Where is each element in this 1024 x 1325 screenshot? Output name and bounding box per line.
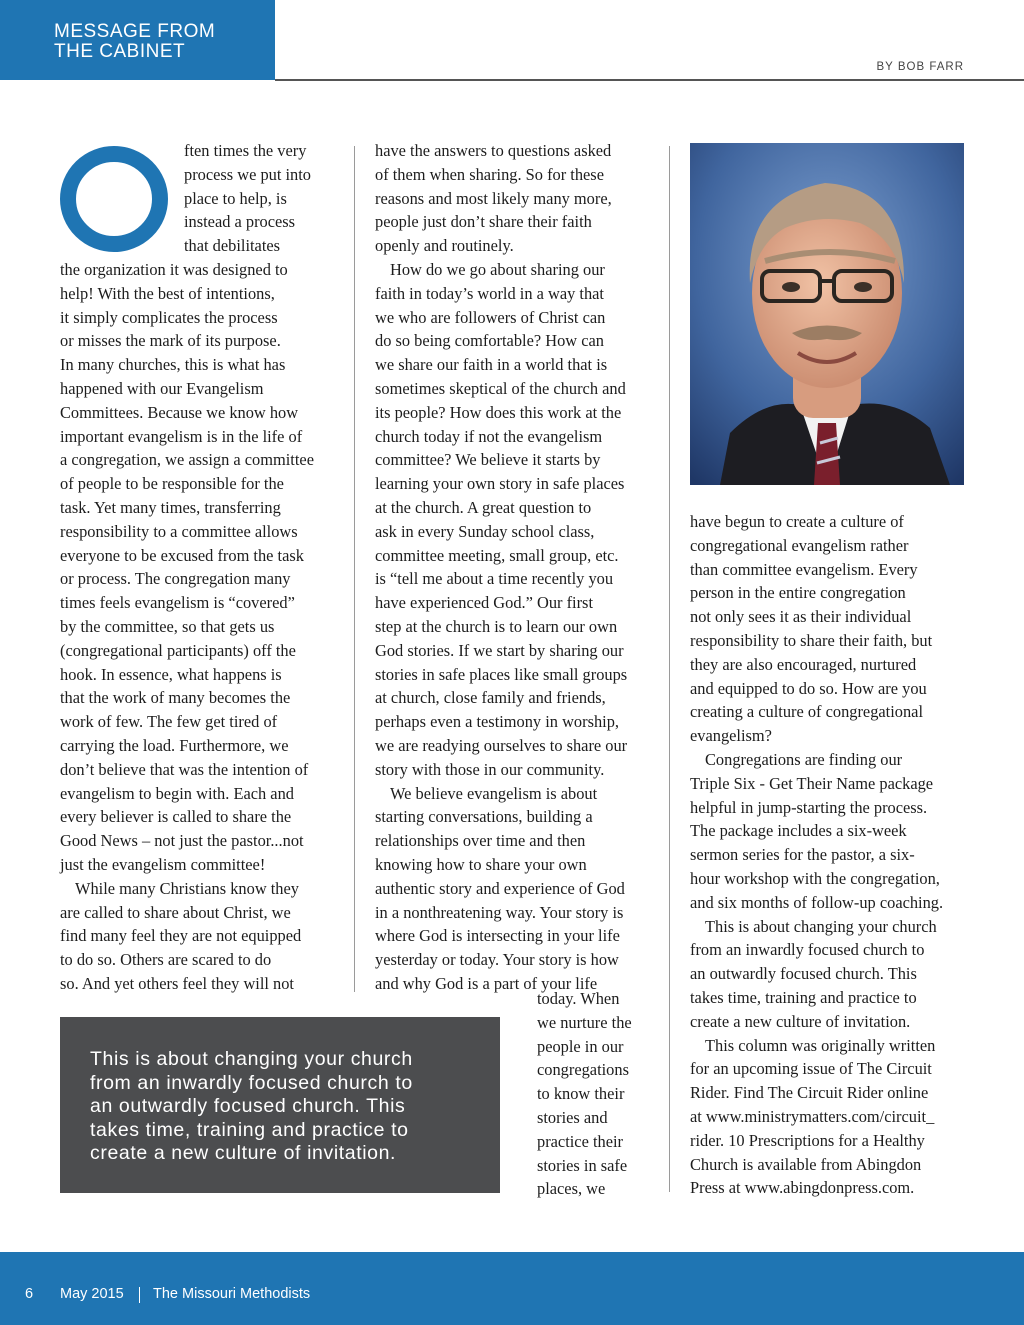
text-line: congregational evangelism rather <box>690 535 909 555</box>
text-line: church today if not the evangelism <box>375 426 603 446</box>
text-line: process we put into <box>184 164 312 184</box>
text-line: we share our faith in a world that is <box>375 355 608 375</box>
text-line: congregations <box>537 1060 629 1080</box>
text-line: yesterday or today. Your story is how <box>375 950 619 970</box>
text-line: everyone to be excused from the task <box>60 545 304 565</box>
text-line: While many Christians know they <box>75 878 299 898</box>
text-line: takes time, training and practice to <box>690 987 917 1007</box>
text-line: is “tell me about a time recently you <box>375 569 614 589</box>
text-line: or process. The congregation many <box>60 569 291 589</box>
text-line: We believe evangelism is about <box>390 783 598 803</box>
text-line: where God is intersecting in your life <box>375 926 620 946</box>
text-line: responsibility to a committee allows <box>60 521 298 541</box>
text-line: are called to share about Christ, we <box>60 902 291 922</box>
text-line: God stories. If we start by sharing our <box>375 640 624 660</box>
pull-quote <box>60 1017 500 1193</box>
text-line: carrying the load. Furthermore, we <box>60 735 289 755</box>
text-line: sometimes skeptical of the church and <box>375 378 626 398</box>
text-line: do so being comfortable? How can <box>375 331 604 351</box>
text-line: at church, close family and friends, <box>375 688 606 708</box>
text-line: responsibility to share their faith, but <box>690 630 933 650</box>
text-line: knowing how to share your own <box>375 854 587 874</box>
text-line: that the work of many becomes the <box>60 688 291 708</box>
text-line: people just don’t share their faith <box>375 212 592 232</box>
author-photo <box>690 143 964 485</box>
text-line: today. When <box>537 989 620 1008</box>
text-line: than committee evangelism. Every <box>690 559 918 579</box>
text-line: happened with our Evangelism <box>60 378 264 398</box>
section-title-line2: THE CABINET <box>54 41 186 62</box>
text-line: ask in every Sunday school class, <box>375 521 595 541</box>
text-line: to know their <box>537 1084 625 1104</box>
text-line: a congregation, we assign a committee <box>60 450 314 470</box>
footer <box>0 1252 1024 1325</box>
text-line: have begun to create a culture of <box>690 512 904 531</box>
text-line: in a nonthreatening way. Your story is <box>375 902 624 922</box>
text-line: so. And yet others feel they will not <box>60 973 294 993</box>
text-line: at www.ministrymatters.com/circuit_ <box>690 1106 935 1126</box>
text-line: Committees. Because we know how <box>60 402 299 422</box>
text-line: person in the entire congregation <box>690 583 906 603</box>
text-line: for an upcoming issue of The Circuit <box>690 1059 932 1079</box>
text-line: it simply complicates the process <box>60 307 278 327</box>
text-line: create a new culture of invitation. <box>90 1142 397 1164</box>
issue-date: May 2015 <box>60 1286 124 1302</box>
footer-separator <box>139 1287 140 1303</box>
text-line: openly and routinely. <box>375 236 514 256</box>
text-line: its people? How does this work at the <box>375 402 622 422</box>
text-line: Church is available from Abingdon <box>690 1154 922 1174</box>
column-1 <box>60 139 342 996</box>
text-line: have experienced God.” Our first <box>375 593 593 613</box>
text-line: we nurture the <box>537 1012 632 1032</box>
text-line: hour workshop with the congregation, <box>690 868 940 888</box>
text-line: task. Yet many times, transferring <box>60 497 281 517</box>
text-line: from an inwardly focused church to <box>690 940 925 960</box>
text-line: Triple Six - Get Their Name package <box>690 773 934 793</box>
text-line: we are readying ourselves to share our <box>375 735 628 755</box>
text-line: of them when sharing. So for these <box>375 164 604 184</box>
text-line: (congregational participants) off the <box>60 640 296 660</box>
text-line: important evangelism is in the life of <box>60 426 303 446</box>
text-line: authentic story and experience of God <box>375 878 625 898</box>
text-line: or misses the mark of its purpose. <box>60 331 281 351</box>
text-line: we who are followers of Christ can <box>375 307 606 327</box>
text-line: How do we go about sharing our <box>390 259 605 279</box>
column-divider-1 <box>354 146 355 992</box>
text-line: relationships over time and then <box>375 831 586 851</box>
text-line: every believer is called to share the <box>60 807 292 827</box>
text-line: Congregations are finding our <box>705 749 903 769</box>
text-line: find many feel they are not equipped <box>60 926 302 946</box>
text-line: to do so. Others are scared to do <box>60 950 272 970</box>
text-line: places, we <box>537 1179 606 1199</box>
column-divider-2 <box>669 146 670 1192</box>
text-line: sermon series for the pastor, a six- <box>690 845 915 865</box>
text-line: create a new culture of invitation. <box>690 1011 911 1031</box>
text-line: evangelism? <box>690 726 772 746</box>
text-line: have the answers to questions asked <box>375 141 612 160</box>
text-line: This column was originally written <box>705 1035 936 1055</box>
text-line: and why God is a part of your life <box>375 973 598 993</box>
section-header <box>0 0 275 80</box>
text-line: practice their <box>537 1131 623 1151</box>
text-line: place to help, is <box>184 188 287 208</box>
text-line: an outwardly focused church. This <box>690 964 917 984</box>
text-line: times feels evangelism is “covered” <box>60 593 295 613</box>
text-line: stories and <box>537 1107 608 1127</box>
text-line: and six months of follow-up coaching. <box>690 892 944 912</box>
text-line: that debilitates <box>184 236 281 256</box>
header-rule <box>275 79 1024 81</box>
text-line: of people to be responsible for the <box>60 474 284 494</box>
text-line: hook. In essence, what happens is <box>60 664 282 684</box>
text-line: from an inwardly focused church to <box>90 1071 413 1094</box>
text-line: perhaps even a testimony in worship, <box>375 712 619 732</box>
text-line: Good News – not just the pastor...not <box>60 831 304 851</box>
text-line: learning your own story in safe places <box>375 474 625 494</box>
text-line: Rider. Find The Circuit Rider online <box>690 1083 929 1103</box>
text-line: the organization it was designed to <box>60 259 288 279</box>
text-line: starting conversations, building a <box>375 807 593 827</box>
svg-text:O: O <box>58 141 59 142</box>
text-line: not only sees it as their individual <box>690 607 912 627</box>
text-line: faith in today’s world in a way that <box>375 283 604 303</box>
column-2-continuation <box>537 987 657 1201</box>
text-line: and equipped to do so. How are you <box>690 678 927 698</box>
text-line: instead a process <box>184 212 296 232</box>
text-line: reasons and most likely many more, <box>375 188 612 208</box>
text-line: stories in safe places like small groups <box>375 664 628 684</box>
text-line: Press at www.abingdonpress.com. <box>690 1178 915 1198</box>
text-line: creating a culture of congregational <box>690 702 923 722</box>
text-line: work of few. The few get tired of <box>60 712 278 732</box>
publication-name: The Missouri Methodists <box>153 1286 311 1302</box>
text-line: help! With the best of intentions, <box>60 283 275 303</box>
text-line: at the church. A great question to <box>375 497 592 517</box>
text-line: The package includes a six-week <box>690 821 907 841</box>
text-line: This is about changing your church <box>705 916 937 936</box>
section-title-line1: MESSAGE FROM <box>54 21 216 42</box>
text-line: committee meeting, small group, etc. <box>375 545 619 565</box>
text-line: story with those in our community. <box>375 759 605 779</box>
text-line: rider. 10 Prescriptions for a Healthy <box>690 1130 925 1150</box>
text-line: committee? We believe it starts by <box>375 450 601 470</box>
byline: BY BOB FARR <box>876 61 964 73</box>
text-line: just the evangelism committee! <box>60 854 266 874</box>
text-line: ften times the very <box>184 141 307 160</box>
page-number: 6 <box>25 1286 34 1302</box>
text-line: evangelism to begin with. Each and <box>60 783 294 803</box>
text-line: stories in safe <box>537 1155 628 1175</box>
column-3 <box>690 510 990 1200</box>
text-line: In many churches, this is what has <box>60 355 286 375</box>
text-line: by the committee, so that gets us <box>60 616 275 636</box>
text-line: an outwardly focused church. This <box>90 1095 406 1117</box>
text-line: they are also encouraged, nurtured <box>690 654 917 674</box>
text-line: helpful in jump-starting the process. <box>690 797 928 817</box>
text-line: step at the church is to learn our own <box>375 616 618 636</box>
text-line: don’t believe that was the intention of <box>60 759 309 779</box>
text-line: people in our <box>537 1036 624 1056</box>
column-2 <box>375 139 655 996</box>
text-line: takes time, training and practice to <box>90 1118 409 1141</box>
text-line: This is about changing your church <box>90 1048 413 1070</box>
